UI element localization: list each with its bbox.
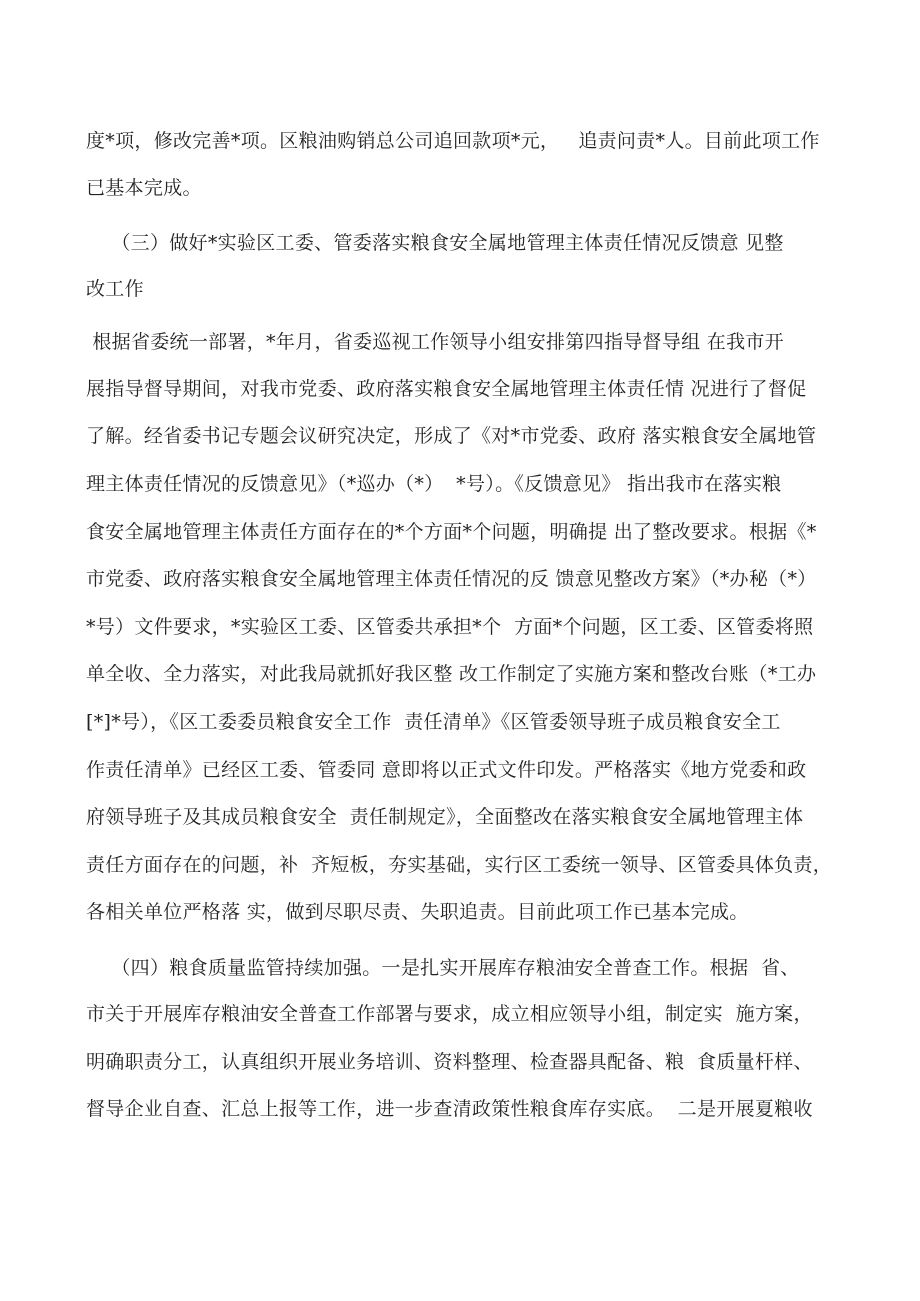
text-line: 食安全属地管理主体责任方面存在的*个方面*个问题，明确提 出了整改要求。根据《* — [86, 521, 817, 543]
text-line: 责任方面存在的问题，补 齐短板，夯实基础，实行区工委统一领导、区管委具体负责， — [86, 854, 833, 876]
text-line: 根据省委统一部署，*年月，省委巡视工作领导小组安排第四指导督导组 在我市开 — [86, 331, 784, 353]
text-line: 已基本完成。 — [86, 177, 202, 199]
text-line: 展指导督导期间，对我市党委、政府落实粮食安全属地管理主体责任情 况进行了督促 — [86, 378, 807, 400]
section-heading-line: （三）做好*实验区工委、管委落实粮食安全属地管理主体责任情况反馈意 见整 — [86, 232, 784, 254]
text-line: 各相关单位严格落 实，做到尽职尽责、失职追责。目前此项工作已基本完成。 — [86, 901, 749, 923]
text-line: 督导企业自查、汇总上报等工作，进一步查清政策性粮食库存实底。 二是开展夏粮收 — [86, 1098, 813, 1120]
text-line: 作责任清单》已经区工委、管委同 意即将以正式文件印发。严格落实《地方党委和政 — [86, 759, 807, 781]
text-line: 市关于开展库存粮油安全普查工作部署与要求，成立相应领导小组，制定实 施方案， — [86, 1003, 813, 1025]
text-line: *号）文件要求，*实验区工委、区管委共承担*个 方面*个问题，区工委、区管委将照 — [86, 616, 814, 638]
text-line: 市党委、政府落实粮食安全属地管理主体责任情况的反 馈意见整改方案》（*办秘（*） — [86, 568, 817, 590]
text-line: [*]*号），《区工委委员粮食安全工作 责任清单》《区管委领导班子成员粮食安全工 — [86, 711, 781, 733]
section-heading-line: 改工作 — [86, 278, 144, 300]
text-line: 了解。经省委书记专题会议研究决定，形成了《对*市党委、政府 落实粮食安全属地管 — [86, 425, 817, 447]
text-line: 单全收、全力落实，对此我局就抓好我区整 改工作制定了实施方案和整改台账（*工办 — [86, 663, 817, 685]
section-heading-line: （四）粮食质量监管持续加强。一是扎实开展库存粮油安全普查工作。根据 省、 — [86, 957, 800, 979]
text-line: 度*项，修改完善*项。区粮油购销总公司追回款项*元， 追责问责*人。目前此项工作 — [86, 130, 820, 152]
text-line: 明确职责分工，认真组织开展业务培训、资料整理、检查器具配备、粮 食质量杆样、 — [86, 1051, 813, 1073]
text-line: 理主体责任情况的反馈意见》（*巡办（*） *号）。《反馈意见》 指出我市在落实粮 — [86, 473, 782, 495]
text-line: 府领导班子及其成员粮食安全 责任制规定》，全面整改在落实粮食安全属地管理主体 — [86, 806, 804, 828]
